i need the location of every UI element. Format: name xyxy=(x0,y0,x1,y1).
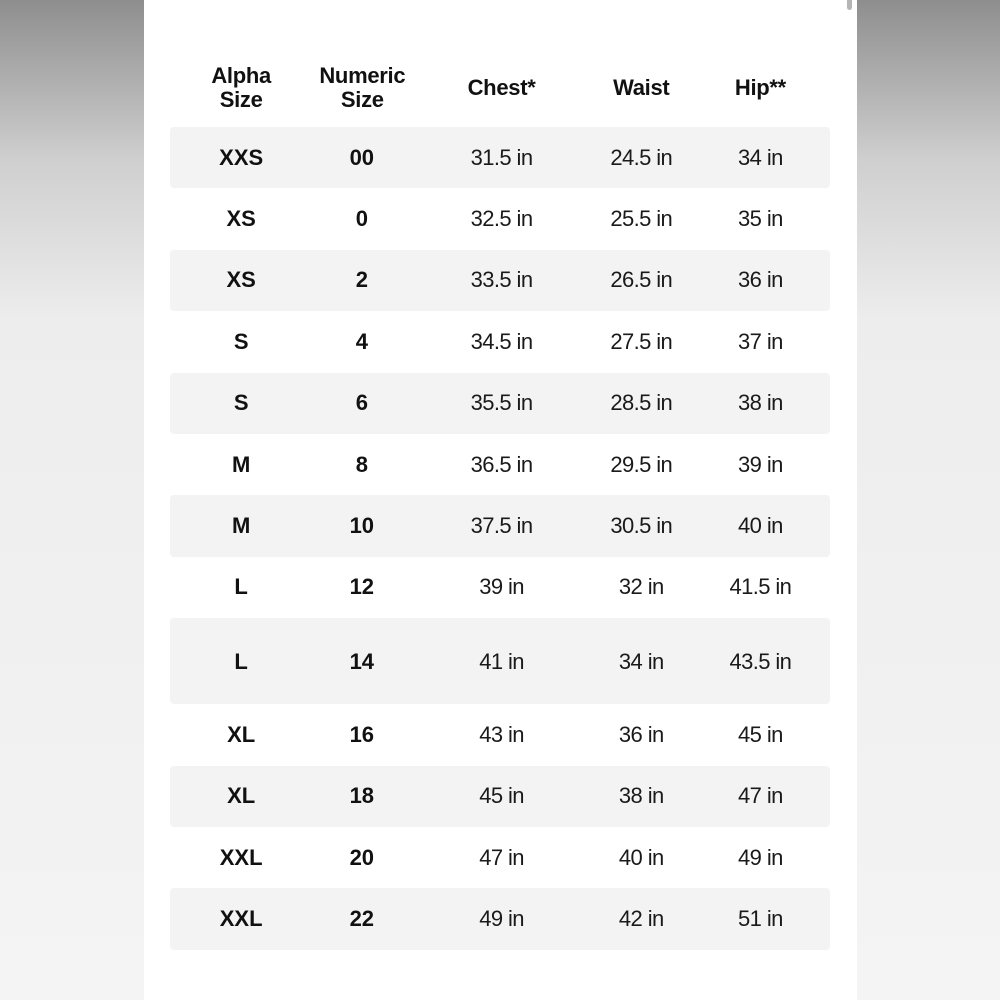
table-row xyxy=(170,373,830,434)
cell-alpha-size: L xyxy=(234,574,248,600)
cell-numeric-size: 12 xyxy=(349,574,375,600)
cell-waist: 30.5 in xyxy=(592,495,691,556)
cell-alpha-size: XXL xyxy=(170,888,312,949)
table-row xyxy=(170,127,830,188)
cell-waist: 24.5 in xyxy=(592,127,691,188)
cell-hip: 38 in xyxy=(691,373,830,434)
cell-waist: 25.5 in xyxy=(610,206,673,232)
cell-chest: 49 in xyxy=(411,888,591,949)
table-row xyxy=(170,188,830,249)
table-row xyxy=(170,704,830,765)
cell-alpha-size: S xyxy=(170,373,312,434)
cell-hip: 40 in xyxy=(691,495,830,556)
cell-hip: 41.5 in xyxy=(729,574,792,600)
cell-hip: 51 in xyxy=(691,888,830,949)
cell-numeric-size: 14 xyxy=(312,618,411,704)
cell-waist: 29.5 in xyxy=(610,451,673,477)
cell-hip: 39 in xyxy=(738,451,783,477)
cell-waist: 38 in xyxy=(592,766,691,827)
cell-chest: 41 in xyxy=(411,618,591,704)
cell-hip: 49 in xyxy=(738,844,783,870)
cell-chest: 33.5 in xyxy=(411,250,591,311)
cell-hip: 35 in xyxy=(738,206,783,232)
cell-waist: 32 in xyxy=(618,574,664,600)
vertical-scrollbar-thumb[interactable] xyxy=(847,0,852,10)
cell-chest: 31.5 in xyxy=(411,127,591,188)
cell-alpha-size: XXS xyxy=(170,127,312,188)
cell-chest: 47 in xyxy=(479,844,524,870)
cell-alpha-size: XXL xyxy=(219,844,263,870)
size-chart-card xyxy=(144,0,857,1000)
cell-waist: 40 in xyxy=(618,844,664,870)
cell-numeric-size: 20 xyxy=(349,844,375,870)
table-row xyxy=(170,766,830,827)
cell-numeric-size: 22 xyxy=(312,888,411,949)
header-chest: Chest* xyxy=(467,74,536,100)
table-row xyxy=(170,618,830,704)
cell-waist: 26.5 in xyxy=(592,250,691,311)
cell-hip: 47 in xyxy=(691,766,830,827)
table-row xyxy=(170,311,830,372)
cell-alpha-size: L xyxy=(170,618,312,704)
cell-alpha-size: XS xyxy=(226,206,256,232)
cell-chest: 35.5 in xyxy=(411,373,591,434)
cell-waist: 28.5 in xyxy=(592,373,691,434)
size-chart-table xyxy=(170,48,830,950)
cell-alpha-size: M xyxy=(231,451,251,477)
cell-alpha-size: M xyxy=(170,495,312,556)
cell-numeric-size: 6 xyxy=(312,373,411,434)
cell-chest: 32.5 in xyxy=(470,206,533,232)
header-waist: Waist xyxy=(613,74,670,100)
cell-waist: 36 in xyxy=(618,721,664,747)
cell-numeric-size: 10 xyxy=(312,495,411,556)
cell-hip: 36 in xyxy=(691,250,830,311)
table-row xyxy=(170,557,830,618)
cell-alpha-size: S xyxy=(233,328,249,354)
header-numeric-size: Numeric Size xyxy=(319,62,406,112)
header-alpha-size: Alpha Size xyxy=(211,62,271,112)
header-hip: Hip** xyxy=(734,74,786,100)
cell-chest: 34.5 in xyxy=(470,328,533,354)
table-row xyxy=(170,827,830,888)
cell-waist: 27.5 in xyxy=(610,328,673,354)
cell-chest: 39 in xyxy=(479,574,524,600)
cell-numeric-size: 18 xyxy=(312,766,411,827)
cell-hip: 34 in xyxy=(691,127,830,188)
cell-alpha-size: XL xyxy=(170,766,312,827)
cell-numeric-size: 16 xyxy=(349,721,375,747)
cell-hip: 43.5 in xyxy=(691,618,830,704)
table-row xyxy=(170,250,830,311)
cell-chest: 45 in xyxy=(411,766,591,827)
cell-waist: 34 in xyxy=(592,618,691,704)
cell-numeric-size: 2 xyxy=(312,250,411,311)
cell-numeric-size: 4 xyxy=(355,328,368,354)
cell-numeric-size: 0 xyxy=(355,206,368,232)
cell-numeric-size: 8 xyxy=(355,451,368,477)
table-row xyxy=(170,434,830,495)
table-header-row xyxy=(170,48,830,127)
cell-alpha-size: XS xyxy=(170,250,312,311)
cell-chest: 36.5 in xyxy=(470,451,533,477)
table-row xyxy=(170,888,830,949)
cell-hip: 45 in xyxy=(738,721,783,747)
cell-chest: 43 in xyxy=(479,721,524,747)
cell-alpha-size: XL xyxy=(227,721,256,747)
cell-chest: 37.5 in xyxy=(411,495,591,556)
cell-hip: 37 in xyxy=(738,328,783,354)
table-row xyxy=(170,495,830,556)
cell-waist: 42 in xyxy=(592,888,691,949)
cell-numeric-size: 00 xyxy=(312,127,411,188)
